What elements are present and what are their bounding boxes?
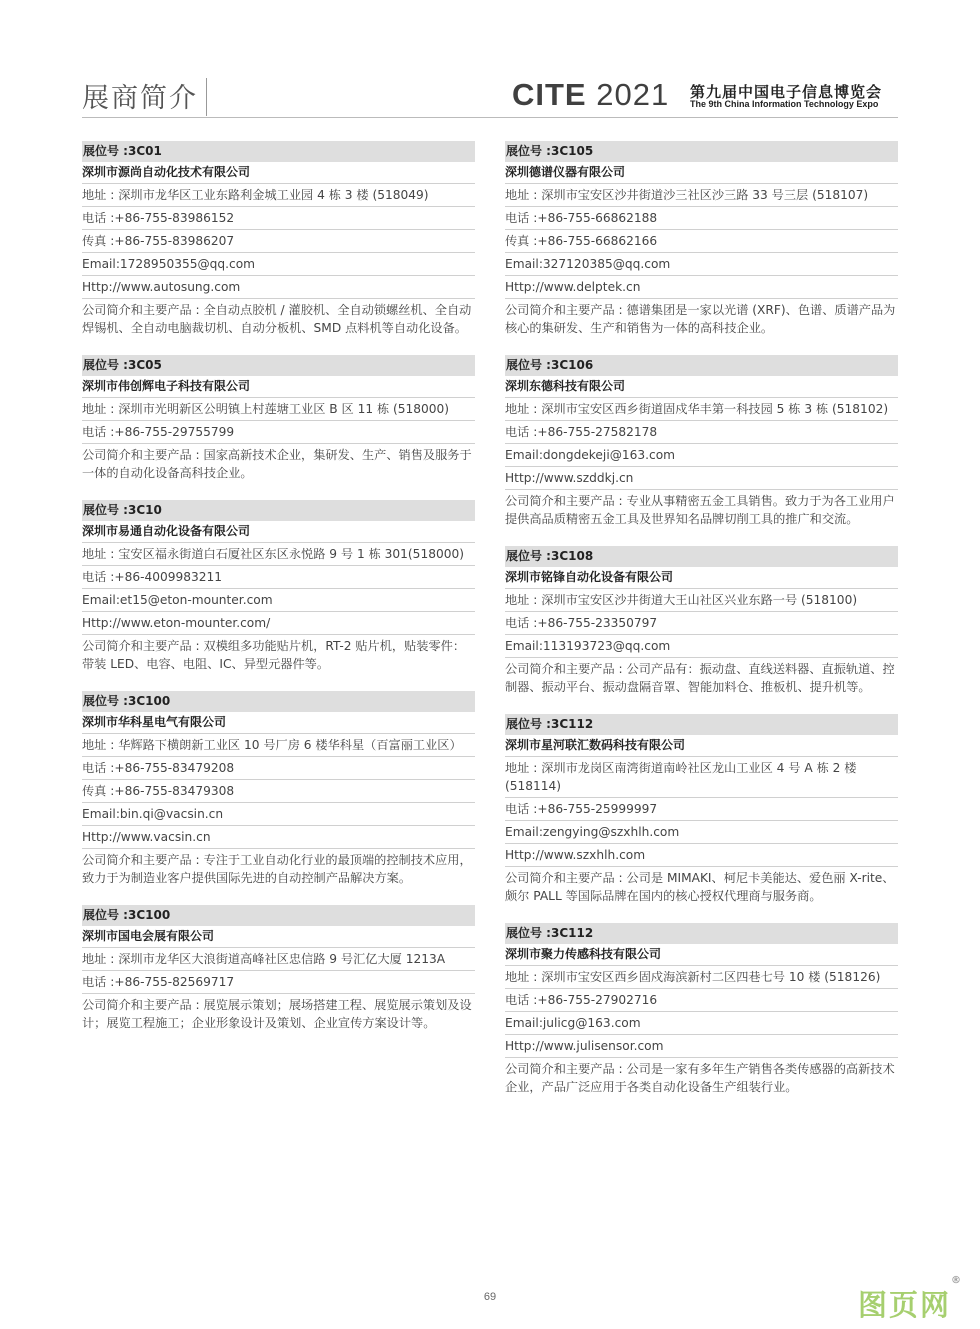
- entry-detail-line: 公司简介和主要产品 : 全自动点胶机 / 灌胶机、全自动锁螺丝机、全自动焊锡机、全自动电脑裁切机、自动分板机、SMD 点料机等自动化设备。: [82, 303, 472, 335]
- booth-number: 展位号 :3C106: [505, 355, 898, 376]
- entry-detail-line: Http://www.eton-mounter.com/: [82, 612, 475, 635]
- booth-number: 展位号 :3C10: [82, 500, 475, 521]
- exhibitor-entry: [82, 905, 475, 1034]
- entry-detail-line: 传真 :+86-755-83479308: [82, 780, 475, 803]
- company-name: 深圳市铭锋自动化设备有限公司: [505, 567, 898, 589]
- exhibitor-entry: [505, 923, 898, 1098]
- booth-number: 展位号 :3C100: [82, 691, 475, 712]
- exhibitor-entry: [505, 546, 898, 698]
- entry-detail-line: 电话 :+86-755-83479208: [82, 757, 475, 780]
- page-number: 69: [483, 1291, 497, 1303]
- entry-detail-line: 地址 : 宝安区福永街道白石厦社区东区永悦路 9 号 1 栋 301(518000): [82, 543, 475, 566]
- company-name: 深圳市星河联汇数码科技有限公司: [505, 735, 898, 757]
- entry-detail-line: 地址 : 深圳市光明新区公明镇上村莲塘工业区 B 区 11 栋 (518000): [82, 398, 475, 421]
- company-name: 深圳市华科星电气有限公司: [82, 712, 475, 734]
- entry-detail-line: 电话 :+86-755-83986152: [82, 207, 475, 230]
- entry-detail-line: Email:bin.qi@vacsin.cn: [82, 803, 475, 826]
- entry-detail-line: Http://www.vacsin.cn: [82, 826, 475, 849]
- entry-detail-line: 地址 : 深圳市龙岗区南湾街道南岭社区龙山工业区 4 号 A 栋 2 楼 (518114): [505, 757, 898, 798]
- entry-detail-line: Email:julicg@163.com: [505, 1012, 898, 1035]
- exhibitor-entry: [505, 714, 898, 907]
- company-name: 深圳市伟创辉电子科技有限公司: [82, 376, 475, 398]
- entry-detail-line: Email:113193723@qq.com: [505, 635, 898, 658]
- left-column: [82, 141, 475, 1050]
- entry-detail-line: Http://www.autosung.com: [82, 276, 475, 299]
- company-name: 深圳市源尚自动化技术有限公司: [82, 162, 475, 184]
- booth-number: 展位号 :3C100: [82, 905, 475, 926]
- entry-detail-line: 地址 : 深圳市龙华区工业东路利金城工业园 4 栋 3 楼 (518049): [82, 184, 475, 207]
- entry-detail-line: 公司简介和主要产品 : 双模组多功能贴片机，RT-2 贴片机，贴装零件：带装 LED、电容、电阻、IC、异型元器件等。: [82, 639, 466, 671]
- section-title: 展商简介: [82, 83, 198, 114]
- entry-detail-line: 电话 :+86-755-27902716: [505, 989, 898, 1012]
- entry-detail-line: 电话 :+86-755-23350797: [505, 612, 898, 635]
- entry-detail-line: Email:1728950355@qq.com: [82, 253, 475, 276]
- company-name: 深圳市聚力传感科技有限公司: [505, 944, 898, 966]
- entry-detail-line: 公司简介和主要产品 : 公司是一家有多年生产销售各类传感器的高新技术企业，产品广泛应用于各类自动化设备生产组装行业。: [505, 1062, 895, 1094]
- exhibitor-entry: [82, 355, 475, 484]
- entry-detail-line: 电话 :+86-755-25999997: [505, 798, 898, 821]
- expo-title-en: The 9th China Information Technology Expo: [690, 99, 879, 109]
- entry-detail-line: 电话 :+86-755-29755799: [82, 421, 475, 444]
- company-name: 深圳市易通自动化设备有限公司: [82, 521, 475, 543]
- logo-year: 2021: [596, 77, 670, 112]
- booth-number: 展位号 :3C112: [505, 714, 898, 735]
- booth-number: 展位号 :3C01: [82, 141, 475, 162]
- exhibitor-entry: [505, 355, 898, 530]
- entry-detail-line: Email:327120385@qq.com: [505, 253, 898, 276]
- watermark-logo: [858, 1275, 964, 1324]
- entry-detail-line: 公司简介和主要产品 : 公司是 MIMAKI、柯尼卡美能达、爱色丽 X-rite、颇尔 PALL 等国际品牌在国内的核心授权代理商与服务商。: [505, 871, 895, 903]
- entry-detail-line: Email:zengying@szxhlh.com: [505, 821, 898, 844]
- entry-detail-line: 电话 :+86-755-27582178: [505, 421, 898, 444]
- exhibitor-entry: [82, 691, 475, 889]
- right-column: [505, 141, 898, 1114]
- company-name: 深圳德谱仪器有限公司: [505, 162, 898, 184]
- entry-detail-line: 公司简介和主要产品 : 公司产品有：振动盘、直线送料器、直振轨道、控制器、振动平台、振动盘隔音罩、智能加料仓、推板机、提升机等。: [505, 662, 895, 694]
- entry-detail-line: 公司简介和主要产品 : 专业从事精密五金工具销售。致力于为各工业用户提供高品质精密五金工具及世界知名品牌切削工具的推广和交流。: [505, 494, 895, 526]
- entry-detail-line: 电话 :+86-755-82569717: [82, 971, 475, 994]
- booth-number: 展位号 :3C05: [82, 355, 475, 376]
- entry-detail-line: 地址 : 深圳市宝安区西乡街道固戍华丰第一科技园 5 栋 3 栋 (518102): [505, 398, 898, 421]
- entry-detail-line: 传真 :+86-755-83986207: [82, 230, 475, 253]
- watermark-text: 图页网: [858, 1288, 952, 1322]
- entry-detail-line: 电话 :+86-755-66862188: [505, 207, 898, 230]
- entry-detail-line: Http://www.szxhlh.com: [505, 844, 898, 867]
- entry-detail-line: 地址 : 深圳市宝安区沙井街道大王山社区兴业东路一号 (518100): [505, 589, 898, 612]
- title-divider: [206, 78, 207, 116]
- cite-logo: [512, 77, 669, 113]
- logo-text: CITE: [512, 77, 587, 112]
- entry-detail-line: 传真 :+86-755-66862166: [505, 230, 898, 253]
- entry-detail-line: 公司简介和主要产品 : 展览展示策划；展场搭建工程、展览展示策划及设计；展览工程施工；企业形象设计及策划、企业宣传方案设计等。: [82, 998, 472, 1030]
- entry-detail-line: Http://www.julisensor.com: [505, 1035, 898, 1058]
- entry-detail-line: Email:dongdekeji@163.com: [505, 444, 898, 467]
- entry-detail-line: Email:et15@eton-mounter.com: [82, 589, 475, 612]
- company-name: 深圳市国电会展有限公司: [82, 926, 475, 948]
- expo-title-cn: 第九届中国电子信息博览会: [690, 83, 883, 101]
- page-header: [0, 0, 980, 120]
- entry-detail-line: Http://www.delptek.cn: [505, 276, 898, 299]
- entry-detail-line: 公司简介和主要产品 : 德谱集团是一家以光谱 (XRF)、色谱、质谱产品为核心的集研发、生产和销售为一体的高科技企业。: [505, 303, 896, 335]
- entry-detail-line: 地址 : 华辉路下横朗新工业区 10 号厂房 6 楼华科星（百富丽工业区）: [82, 734, 475, 757]
- exhibitor-entry: [82, 500, 475, 675]
- exhibitor-entry: [505, 141, 898, 339]
- booth-number: 展位号 :3C112: [505, 923, 898, 944]
- company-name: 深圳东德科技有限公司: [505, 376, 898, 398]
- registered-mark: ®: [951, 1275, 964, 1286]
- header-rule: [82, 117, 898, 118]
- booth-number: 展位号 :3C105: [505, 141, 898, 162]
- entry-detail-line: 电话 :+86-4009983211: [82, 566, 475, 589]
- entry-detail-line: 地址 : 深圳市宝安区西乡固戍海滨新村二区四巷七号 10 楼 (518126): [505, 966, 898, 989]
- entry-detail-line: 地址 : 深圳市宝安区沙井街道沙三社区沙三路 33 号三层 (518107): [505, 184, 898, 207]
- entry-detail-line: 公司简介和主要产品 : 国家高新技术企业，集研发、生产、销售及服务于一体的自动化设备高科技企业。: [82, 448, 472, 480]
- entry-detail-line: 公司简介和主要产品 : 专注于工业自动化行业的最顶端的控制技术应用，致力于为制造业客户提供国际先进的自动控制产品解决方案。: [82, 853, 472, 885]
- entry-detail-line: Http://www.szddkj.cn: [505, 467, 898, 490]
- exhibitor-entry: [82, 141, 475, 339]
- booth-number: 展位号 :3C108: [505, 546, 898, 567]
- entry-detail-line: 地址 : 深圳市龙华区大浪街道高峰社区忠信路 9 号汇亿大厦 1213A: [82, 948, 475, 971]
